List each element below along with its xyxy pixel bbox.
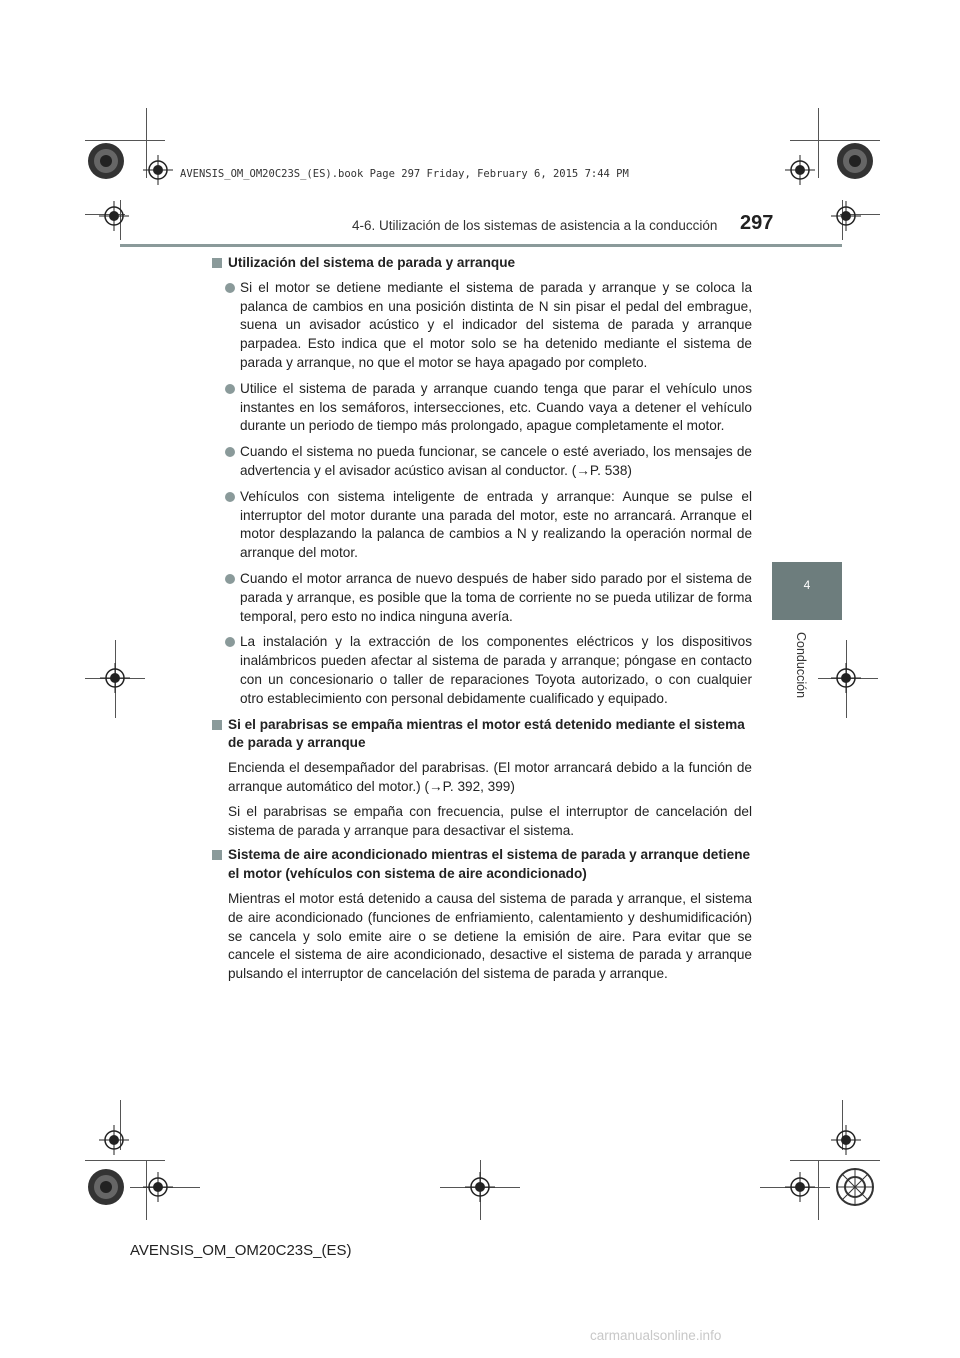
page-number: 297 <box>740 212 774 234</box>
registration-target-icon <box>831 663 861 693</box>
printer-rosette-icon <box>87 142 125 180</box>
registration-target-icon <box>465 1172 495 1202</box>
watermark: carmanualsonline.info <box>590 1328 722 1343</box>
registration-target-icon <box>143 155 173 185</box>
round-bullet-icon <box>225 384 235 394</box>
chapter-label: Conducción <box>794 632 808 699</box>
section-heading: Si el parabrisas se empaña mientras el motor está detenido mediante el sistema de parada y arranque <box>212 716 752 754</box>
book-stamp: AVENSIS_OM_OM20C23S_(ES).book Page 297 Friday, February 6, 2015 7:44 PM <box>180 168 629 180</box>
bullet-item: Si el motor se detiene mediante el sistema de parada y arranque y se coloca la palanca de cambios en una posición distinta de N sin pisar el pedal del embrague, suena un avisador acústico y el indicador del sistema de parada y arranque parpadea. Esto indica que el motor solo se ha detenido mediante el sistema de parada y arranque, no que el motor se haya apagado por completo. <box>212 279 752 373</box>
round-bullet-icon <box>225 637 235 647</box>
registration-target-icon <box>99 1125 129 1155</box>
printer-rosette-icon <box>87 1168 125 1206</box>
header-rule <box>120 244 842 247</box>
registration-target-icon <box>831 201 861 231</box>
chapter-number: 4 <box>803 578 811 592</box>
round-bullet-icon <box>225 447 235 457</box>
bullet-item: Cuando el motor arranca de nuevo después de haber sido parado por el sistema de parada y arranque, es posible que la toma de corriente no se pueda utilizar de forma temporal, pero esto no indica ninguna avería. <box>212 570 752 626</box>
round-bullet-icon <box>225 574 235 584</box>
registration-target-icon <box>831 1125 861 1155</box>
registration-target-icon <box>785 155 815 185</box>
paragraph: Mientras el motor está detenido a causa del sistema de parada y arranque, el sistema de aire acondicionado (funciones de enfriamiento, calentamiento y deshumidificación) se cancela y solo emite aire o se detiene la emisión de aire. Para evitar que se cancele el sistema de aire acondicionado, desactive el sistema de parada y arranque pulsando el interruptor de cancelación del sistema de parada y arranque. <box>228 890 752 982</box>
round-bullet-icon <box>225 492 235 502</box>
section-heading: Sistema de aire acondicionado mientras el sistema de parada y arranque detiene el motor (vehículos con sistema de aire acondicionado) <box>212 846 752 884</box>
section-header: 4-6. Utilización de los sistemas de asistencia a la conducción <box>352 218 718 233</box>
square-bullet-icon <box>212 850 222 860</box>
square-bullet-icon <box>212 720 222 730</box>
bullet-item: Utilice el sistema de parada y arranque cuando tenga que parar el vehículo unos instantes en los semáforos, intersecciones, etc. Cuando vaya a detener el vehículo durante un periodo de tiempo más prolongado, apague completamente el motor. <box>212 380 752 436</box>
bullet-item: La instalación y la extracción de los componentes eléctricos y los dispositivos inalámbricos pueden afectar al sistema de parada y arranque; póngase en contacto con un concesionario o taller de reparaciones Toyota autorizado, o con cualquier otro establecimiento con personal debidamente cualificado y equipado. <box>212 633 752 708</box>
section-heading: Utilización del sistema de parada y arranque <box>212 254 752 273</box>
round-bullet-icon <box>225 283 235 293</box>
printer-rosette-icon <box>836 142 874 180</box>
square-bullet-icon <box>212 258 222 268</box>
printer-rosette-icon <box>836 1168 874 1206</box>
paragraph: Si el parabrisas se empaña con frecuencia, pulse el interruptor de cancelación del sistema de parada y arranque para desactivar el sistema. <box>228 803 752 838</box>
registration-target-icon <box>785 1172 815 1202</box>
paragraph: Encienda el desempañador del parabrisas. (El motor arrancará debido a la función de arranque automático del motor.) (→P. 392, 399) <box>228 760 752 794</box>
registration-target-icon <box>143 1172 173 1202</box>
registration-target-icon <box>100 663 130 693</box>
bullet-item: Cuando el sistema no pueda funcionar, se cancele o esté averiado, los mensajes de advertencia y el avisador acústico avisan al conductor. (→P. 538) <box>212 443 752 481</box>
registration-target-icon <box>99 201 129 231</box>
bullet-item: Vehículos con sistema inteligente de entrada y arranque: Aunque se pulse el interruptor del motor durante una parada del motor, este no arrancará. Arranque el motor desplazando la palanca de cambios a N y realizando la operación normal de arranque del motor. <box>212 488 752 563</box>
main-content <box>212 254 752 990</box>
document-code: AVENSIS_OM_OM20C23S_(ES) <box>130 1242 352 1259</box>
